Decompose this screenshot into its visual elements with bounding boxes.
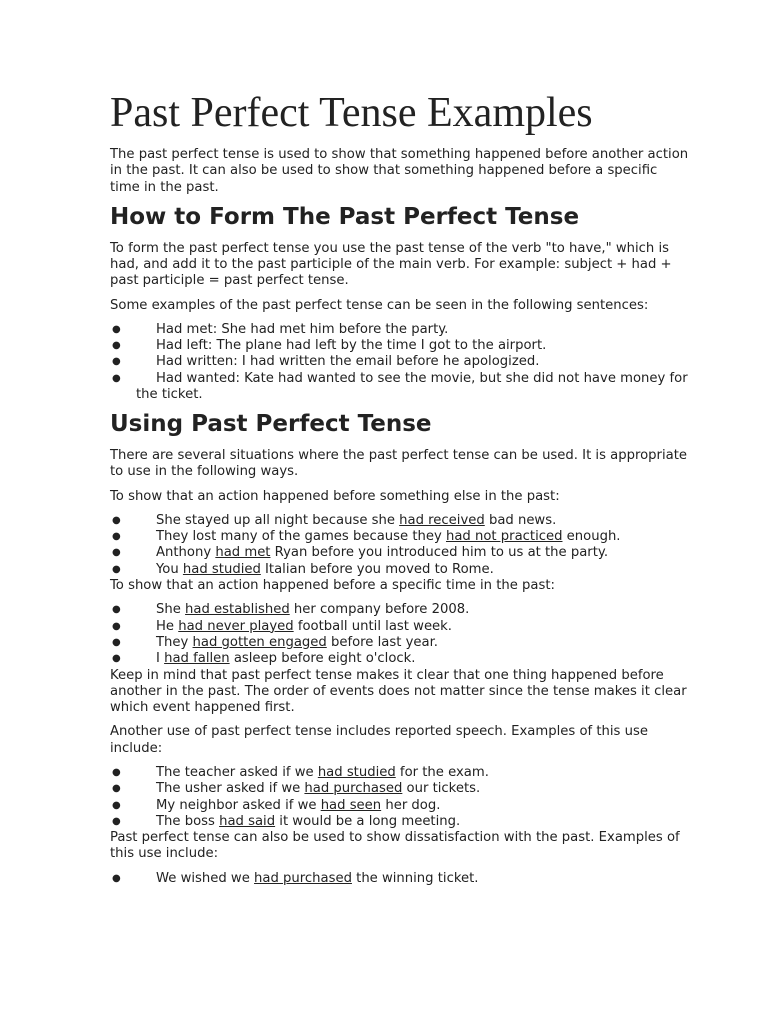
list-item: ● My neighbor asked if we had seen her dog. [112,797,441,813]
bullet-icon: ● [112,514,121,526]
list-item: ● The teacher asked if we had studied for the exam. [112,764,489,780]
list-item: ● Anthony had met Ryan before you introduced him to us at the party. [112,545,609,561]
bullet-icon: ● [112,547,121,559]
underlined-verb: had fallen [164,651,230,667]
bullet-icon: ● [112,604,121,616]
underlined-verb: had studied [182,561,261,577]
list-item: ● They lost many of the games because they had not practiced enough. [112,529,621,545]
bullet-icon: ● [112,531,121,543]
underlined-verb: had never played [178,618,294,634]
bullet-icon: ● [112,815,121,827]
list-item: ● She stayed up all night because she had received bad news. [112,512,557,528]
examples-intro-paragraph: Some examples of the past perfect tense can be seen in the following sentences: [110,297,649,313]
list-item: ● He had never played football until last week. [112,618,452,634]
specific-time-list [110,602,690,667]
form-examples-list [110,322,690,403]
underlined-verb: had not practiced [445,529,563,545]
underlined-verb: had studied [317,764,396,780]
list-item: ● You had studied Italian before you moved to Rome. [112,561,494,577]
section-heading-using: Using Past Perfect Tense [110,411,432,438]
bullet-icon: ● [112,636,121,648]
form-paragraph: To form the past perfect tense you use the past tense of the verb "to have," which is had, and add it to the past participle of the main verb. For example: subject + had + past participle = past perfect tense. [110,240,672,289]
list-item: ● I had fallen asleep before eight o'clock. [112,651,416,667]
bullet-icon: ● [112,766,121,778]
situations-paragraph: There are several situations where the past perfect tense can be used. It is appropriate to use in the following ways. [110,447,687,480]
list-item: ● The boss had said it would be a long meeting. [112,813,461,829]
bullet-icon: ● [112,323,121,335]
list-item: ● Had left: The plane had left by the time I got to the airport. [112,338,547,354]
bullet-icon: ● [112,783,121,795]
bullet-icon: ● [112,653,121,665]
bullet-icon: ● [112,620,121,632]
underlined-verb: had gotten engaged [192,634,327,650]
underlined-verb: had purchased [254,870,352,886]
underlined-verb: had seen [320,797,382,813]
list-item: ● Had wanted: Kate had wanted to see the movie, but she did not have money for the ticket. [112,370,688,403]
section-heading-form: How to Form The Past Perfect Tense [110,204,580,231]
dissatisfaction-list [110,871,690,887]
list-item: ● They had gotten engaged before last year. [112,634,438,650]
list-item: ● Had written: I had written the email before he apologized. [112,354,540,370]
document-page [110,90,690,895]
list-item: ● The usher asked if we had purchased our tickets. [112,781,481,797]
underlined-verb: had established [185,602,290,618]
bullet-icon: ● [112,799,121,811]
specific-time-paragraph: To show that an action happened before a specific time in the past: [110,578,555,594]
bullet-icon: ● [112,563,121,575]
before-action-list [110,513,690,578]
order-paragraph: Keep in mind that past perfect tense makes it clear that one thing happened before another in the past. The order of events does not matter since the tense makes it clear which event happened first. [110,667,687,716]
page-title: Past Perfect Tense Examples [110,90,593,136]
reported-speech-list [110,765,690,830]
underlined-verb: had met [215,545,271,561]
bullet-icon: ● [112,356,121,368]
list-item: ● She had established her company before 2008. [112,602,470,618]
intro-paragraph: The past perfect tense is used to show that something happened before another action in the past. It can also be used to show that something happened before a specific time in the past. [110,147,689,195]
bullet-icon: ● [112,372,121,384]
reported-speech-paragraph: Another use of past perfect tense includes reported speech. Examples of this use include: [110,724,648,756]
dissatisfaction-paragraph: Past perfect tense can also be used to show dissatisfaction with the past. Examples of this use include: [110,830,680,862]
bullet-icon: ● [112,340,121,352]
list-item: ● We wished we had purchased the winning ticket. [112,870,479,886]
underlined-verb: had purchased [304,781,403,797]
before-action-paragraph: To show that an action happened before something else in the past: [110,488,560,504]
bullet-icon: ● [112,872,121,884]
underlined-verb: had said [219,813,276,829]
list-item: ● Had met: She had met him before the party. [112,321,449,337]
underlined-verb: had received [399,512,485,528]
